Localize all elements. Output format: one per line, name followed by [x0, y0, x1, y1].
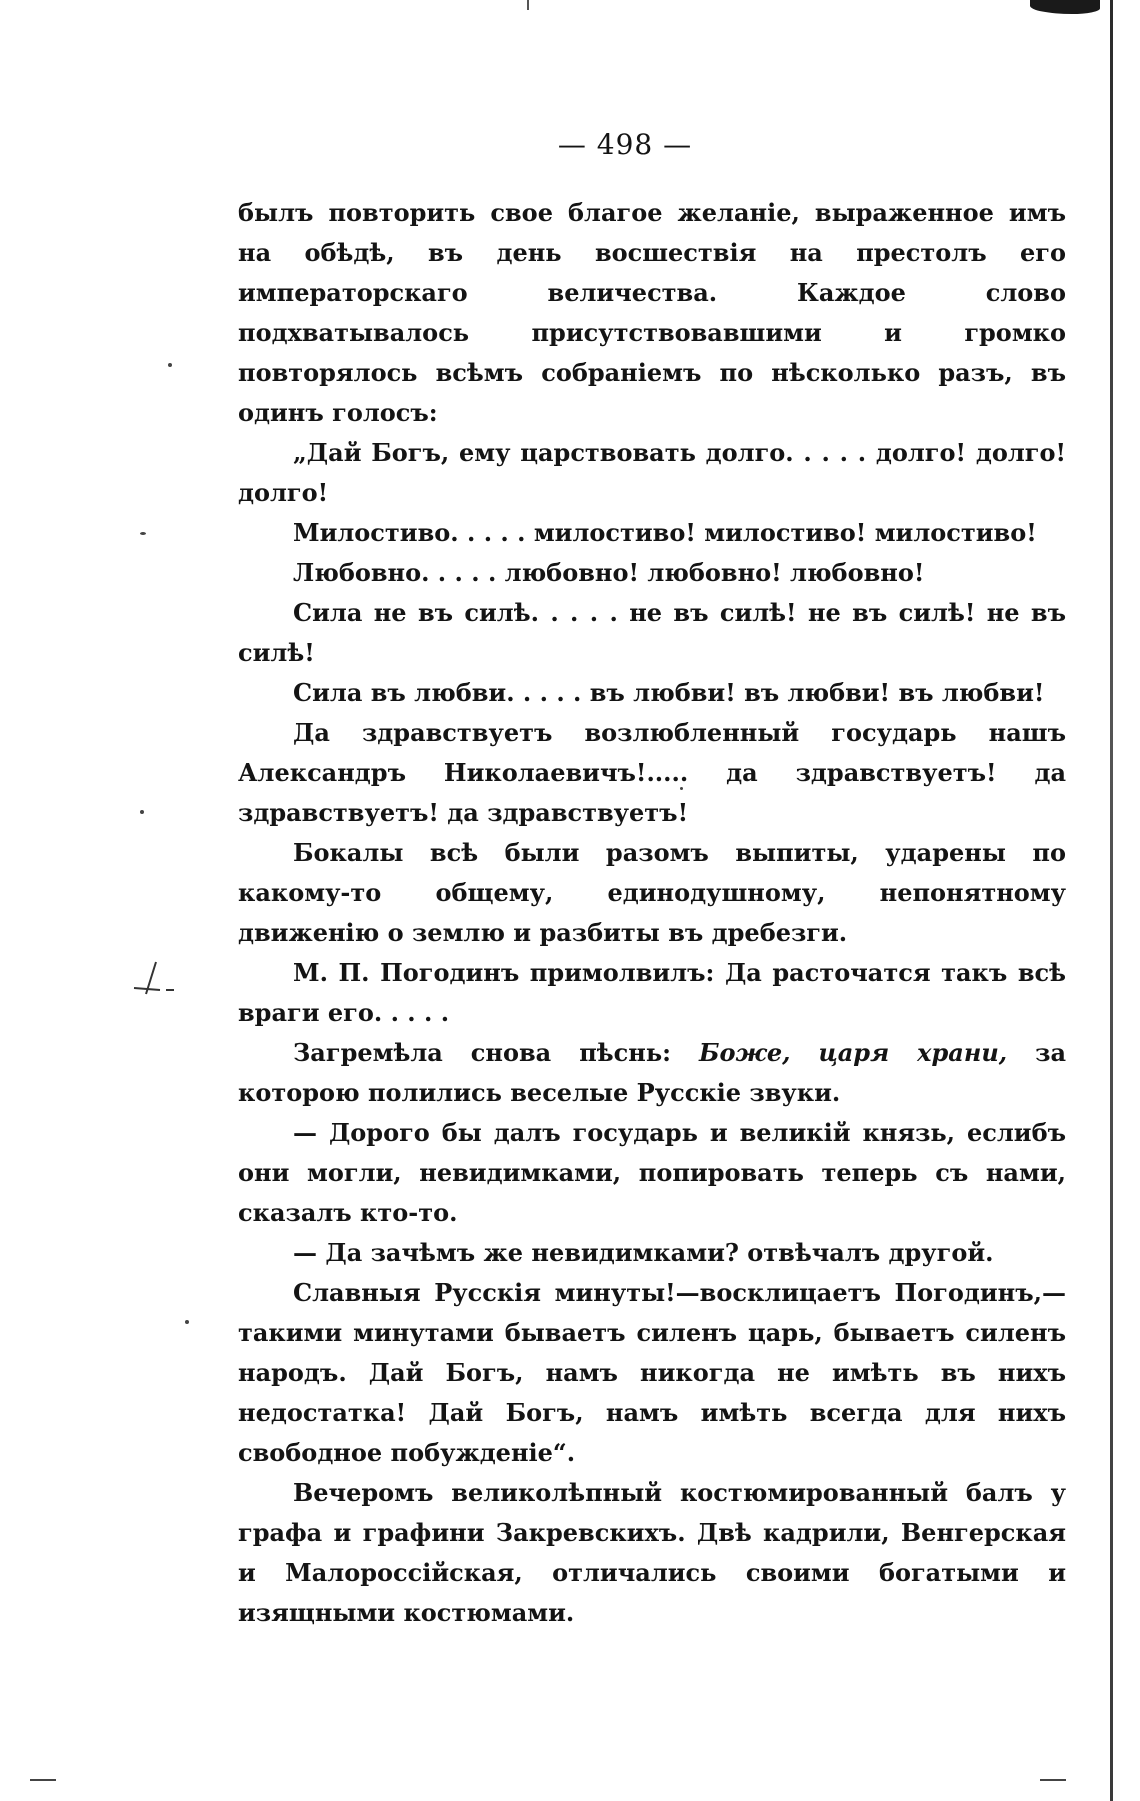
footer-rule-right	[1040, 1779, 1066, 1781]
pencil-margin-mark	[130, 960, 180, 1000]
page-body-text	[238, 193, 1066, 1633]
paragraph: Любовно. . . . . любовно! любовно! любовно!	[293, 558, 925, 587]
text-run: Загремѣла снова пѣснь:	[293, 1038, 699, 1067]
scan-tick-mark	[527, 0, 529, 10]
paragraph: Да здравствуетъ возлюбленный государь нашъ Александръ Николаевичъ!..... да здравствуетъ! да здравствуетъ! да здравствуетъ!	[238, 718, 1066, 827]
anthem-title: Божe, царя храни,	[699, 1038, 1008, 1067]
paragraph: Вечеромъ великолѣпный костюмированный балъ у графа и графини Закревскихъ. Двѣ кадрили, Венгерская и Малороссійская, отличались своими богатыми и изящными костюмами.	[238, 1478, 1066, 1627]
page-number: — 498 —	[557, 128, 693, 161]
scan-speck	[168, 363, 172, 367]
paragraph: Сила въ любви. . . . . въ любви! въ любви! въ любви!	[293, 678, 1045, 707]
paragraph: Бокалы всѣ были разомъ выпиты, ударены по какому-то общему, единодушному, непонятному движенію о землю и разбиты въ дребезги.	[238, 838, 1066, 947]
scan-speck	[140, 810, 144, 814]
paragraph: — Да зачѣмъ же невидимками? отвѣчалъ другой.	[293, 1238, 994, 1267]
scan-speck	[140, 532, 146, 535]
paragraph: Славныя Русскія минуты!—восклицаетъ Погодинъ,—такими минутами бываетъ силенъ царь, бываетъ силенъ народъ. Дай Богъ, намъ никогда не имѣть въ нихъ недостатка! Дай Богъ, намъ имѣть всегда для нихъ свободное побужденіе“.	[238, 1278, 1066, 1467]
paragraph: М. П. Погодинъ примолвилъ: Да расточатся такъ всѣ враги его. . . . .	[238, 958, 1066, 1027]
scan-speck	[185, 1320, 189, 1324]
paragraph: Милостиво. . . . . милостиво! милостиво! милостиво!	[293, 518, 1037, 547]
text-run: за которою полились веселые Русскіе звуки.	[238, 1038, 1067, 1107]
scan-edge-shadow	[1110, 0, 1113, 1801]
paragraph: былъ повторить свое благое желаніе, выраженное имъ на обѣдѣ, въ день восшествія на престолъ его императорскаго величества. Каждое слово подхватывалось присутствовавшими и громко повторялось всѣмъ собраніемъ по нѣсколько разъ, въ одинъ голосъ:	[238, 198, 1066, 427]
paragraph: „Дай Богъ, ему царствовать долго. . . . . долго! долго! долго!	[238, 438, 1066, 507]
paragraph	[238, 1033, 1066, 1113]
paragraph: — Дорого бы далъ государь и великій князь, еслибъ они могли, невидимками, попировать теперь съ нами, сказалъ кто-то.	[238, 1118, 1066, 1227]
scan-ink-blot	[1030, 0, 1100, 14]
footer-rule-left	[30, 1779, 56, 1781]
paragraph: Сила не въ силѣ. . . . . не въ силѣ! не въ силѣ! не въ силѣ!	[238, 598, 1066, 667]
